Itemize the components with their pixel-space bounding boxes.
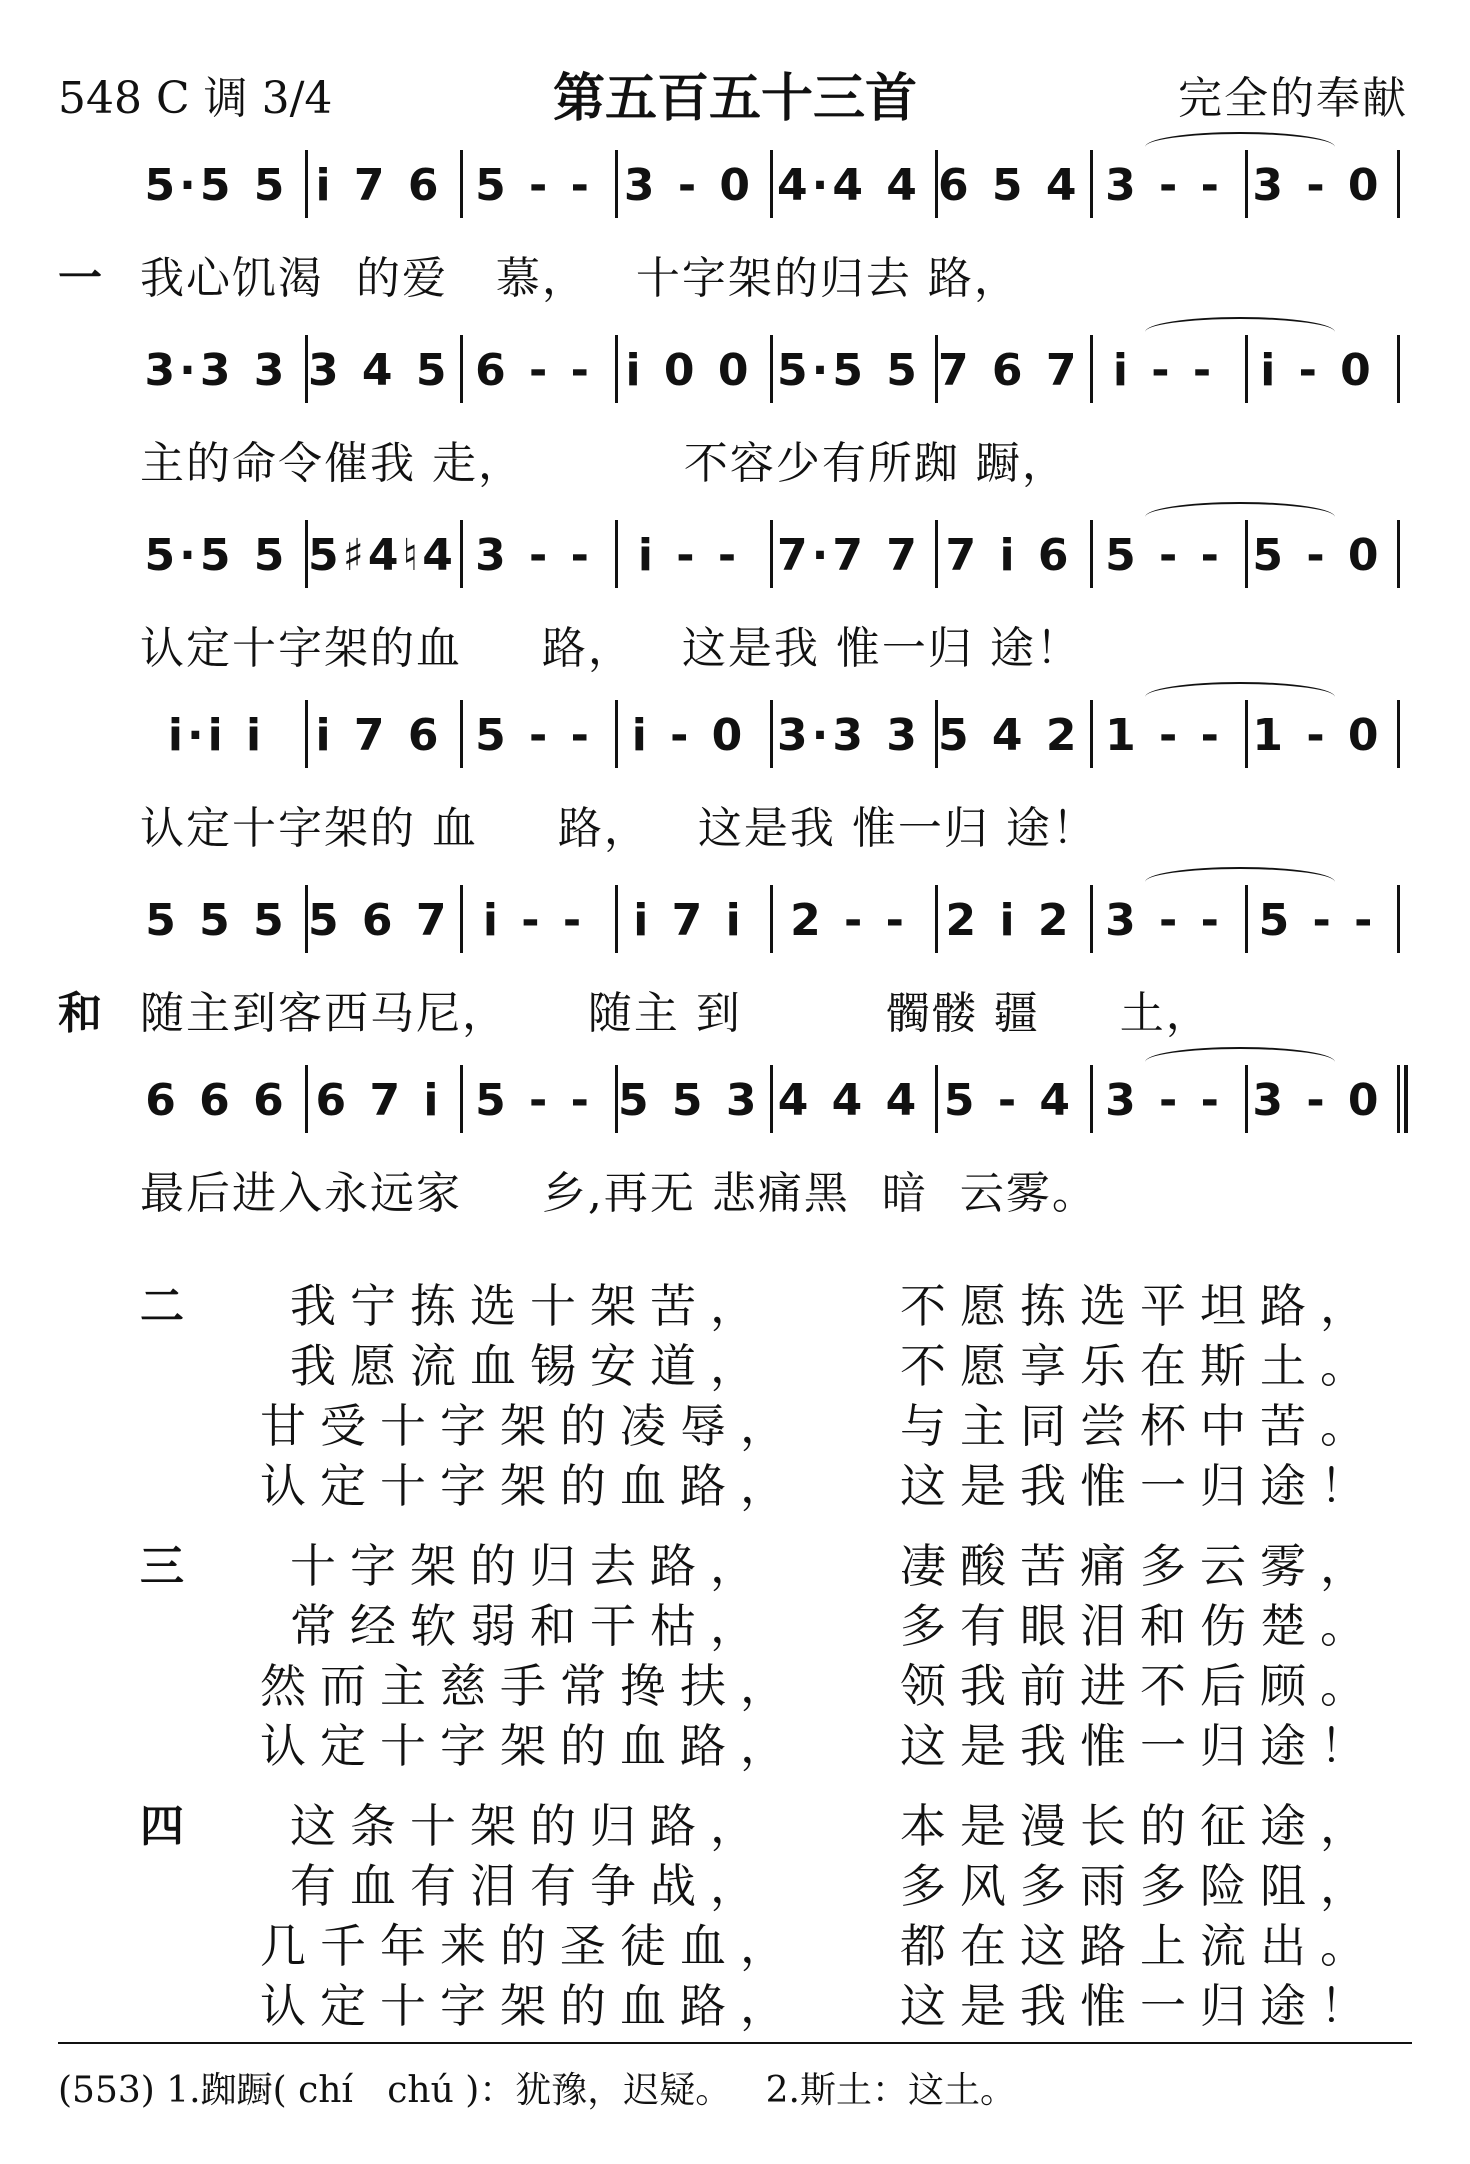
measure	[938, 700, 1093, 768]
measure	[773, 150, 938, 218]
measure	[938, 885, 1093, 953]
measure-notes: 5 5 3	[618, 1075, 761, 1126]
measure	[938, 150, 1093, 218]
verse-line-left: 常经软弱和干枯，	[290, 1599, 770, 1653]
verse-line-left: 这条十架的归路，	[290, 1799, 770, 1853]
measure-notes: 5 - -	[475, 160, 593, 211]
measure-notes: 2 i 2	[945, 895, 1073, 946]
measure	[938, 335, 1093, 403]
measure-notes: 4·4 4	[777, 160, 921, 211]
verse-line-left: 甘受十字架的凌辱，	[260, 1399, 800, 1453]
measure	[138, 885, 308, 953]
verse-line-left: 然而主慈手常搀扶，	[260, 1659, 800, 1713]
measure-notes: i - -	[637, 530, 741, 581]
hymn-title: 第五百五十三首	[552, 69, 917, 129]
measure-notes: 6 - -	[475, 345, 593, 396]
measure	[308, 1065, 463, 1133]
footnote: (553) 1.踟蹰( chí chú )：犹豫，迟疑。 2.斯土：这土。	[58, 2070, 1016, 2111]
measure-notes: 3 - -	[1105, 160, 1223, 211]
measure	[773, 885, 938, 953]
measure-notes: 2 - -	[790, 895, 908, 946]
verse-block	[140, 1530, 1380, 1773]
measure	[463, 520, 618, 588]
measure-notes: 5 - -	[475, 1075, 593, 1126]
verse-line-right: 不愿享乐在斯土。	[900, 1339, 1380, 1393]
measure-notes: i 0 0	[625, 345, 753, 396]
measure-notes: 5 - -	[1258, 895, 1377, 946]
measure	[618, 520, 773, 588]
measure	[308, 520, 463, 588]
slur-mark	[1145, 867, 1335, 897]
verse-label: 三	[140, 1541, 184, 1592]
measure-notes: 5·5 5	[777, 345, 921, 396]
measure-notes: i - 0	[1260, 345, 1375, 396]
measure	[618, 885, 773, 953]
verse-line-right: 这是我惟一归途！	[900, 1719, 1380, 1773]
verse-line-right: 不愿拣选平坦路，	[900, 1279, 1380, 1333]
measure	[463, 1065, 618, 1133]
measure	[463, 335, 618, 403]
measure-notes: i 7 i	[633, 895, 745, 946]
measure-notes: 5 - -	[1105, 530, 1223, 581]
measure-notes: i - -	[482, 895, 586, 946]
measure	[618, 700, 773, 768]
lyric-line: 认定十字架的 血 路， 这是我 惟一归 途！	[140, 803, 1098, 854]
measure-notes: 5 - 4	[943, 1075, 1075, 1126]
measure	[308, 150, 463, 218]
verse-line-left: 十字架的归去路，	[290, 1539, 770, 1593]
measure	[308, 335, 463, 403]
measure-notes: 3 - 0	[1252, 1075, 1383, 1126]
measure	[308, 700, 463, 768]
measure	[463, 885, 618, 953]
measure-notes: 5 6 7	[308, 895, 451, 946]
verse-label: 二	[140, 1281, 184, 1332]
lyric-line: 认定十字架的血 路， 这是我 惟一归 途！	[140, 623, 1082, 674]
measure-notes: i - -	[1112, 345, 1216, 396]
measure-notes: i·i i	[167, 710, 266, 761]
lyric-line: 随主到客西马尼， 随主 到 髑髅 疆 土，	[140, 988, 1212, 1039]
verse-line-right: 本是漫长的征途，	[900, 1799, 1380, 1853]
lyric-line: 主的命令催我 走， 不容少有所踟 蹰，	[140, 438, 1068, 489]
measure-notes: 6 5 4	[938, 160, 1081, 211]
measure-notes: 6 7 i	[315, 1075, 443, 1126]
measure	[938, 520, 1093, 588]
measure	[308, 885, 463, 953]
measure-notes: i - 0	[631, 710, 747, 761]
measure	[618, 335, 773, 403]
measure	[618, 150, 773, 218]
hymn-number-key: 548 C 调 3/4	[58, 73, 333, 124]
verse-line-right: 都在这路上流出。	[900, 1919, 1380, 1973]
measure	[773, 520, 938, 588]
verse-line-right: 领我前进不后顾。	[900, 1659, 1380, 1713]
measure	[138, 1065, 308, 1133]
verse-line-right: 这是我惟一归途！	[900, 1459, 1380, 1513]
measure-notes: 1 - -	[1105, 710, 1223, 761]
verse-number: 和	[58, 988, 102, 1039]
measure-notes: 5·5 5	[144, 530, 289, 581]
verse-line-left: 我愿流血锡安道，	[290, 1339, 770, 1393]
verse-block	[140, 1790, 1380, 2033]
verse-line-left: 认定十字架的血路，	[260, 1979, 800, 2033]
measure-notes: 3·3 3	[144, 345, 289, 396]
verse-line-left: 认定十字架的血路，	[260, 1719, 800, 1773]
measure-notes: 5 - 0	[1252, 530, 1383, 581]
measure-notes: 3 - -	[1105, 895, 1223, 946]
measure	[138, 520, 308, 588]
verse-number: 一	[58, 253, 102, 304]
measure-notes: 3·3 3	[777, 710, 921, 761]
slur-mark	[1145, 317, 1335, 347]
lyric-line: 最后进入永远家 乡,再无 悲痛黑 暗 云雾。	[140, 1168, 1098, 1219]
measure-notes: 5·5 5	[144, 160, 289, 211]
measure-notes: 5 - -	[475, 710, 593, 761]
measure	[938, 1065, 1093, 1133]
final-barline	[1404, 1065, 1408, 1133]
measure-notes: 7·7 7	[777, 530, 921, 581]
lyric-line: 我心饥渴 的爱 慕， 十字架的归去 路，	[140, 253, 1020, 304]
verse-block	[140, 1270, 1380, 1513]
verse-line-left: 有血有泪有争战，	[290, 1859, 770, 1913]
measure	[463, 700, 618, 768]
measure	[463, 150, 618, 218]
measure-notes: 3 4 5	[308, 345, 451, 396]
measure-notes: 6 6 6	[145, 1075, 288, 1126]
footnote-rule	[58, 2042, 1412, 2044]
measure-notes: 7 i 6	[945, 530, 1073, 581]
measure-notes: i 7 6	[315, 160, 443, 211]
measure-notes: 5 4 2	[938, 710, 1081, 761]
measure-notes: 5 5 5	[145, 895, 288, 946]
verse-line-right: 多风多雨多险阻，	[900, 1859, 1380, 1913]
measure-notes: 3 - 0	[623, 160, 755, 211]
measure	[773, 1065, 938, 1133]
verse-line-right: 凄酸苦痛多云雾，	[900, 1539, 1380, 1593]
verse-line-left: 认定十字架的血路，	[260, 1459, 800, 1513]
measure-notes: i 7 6	[315, 710, 443, 761]
hymn-subtitle: 完全的奉献	[1178, 73, 1408, 124]
measure	[618, 1065, 773, 1133]
slur-mark	[1145, 502, 1335, 532]
measure-notes: 3 - -	[475, 530, 593, 581]
measure-notes: 3 - 0	[1252, 160, 1383, 211]
verse-label: 四	[140, 1801, 184, 1852]
slur-mark	[1145, 132, 1335, 162]
verse-line-left: 我宁拣选十架苦，	[290, 1279, 770, 1333]
verse-line-left: 几千年来的圣徒血，	[260, 1919, 800, 1973]
verse-line-right: 与主同尝杯中苦。	[900, 1399, 1380, 1453]
measure	[773, 700, 938, 768]
measure-notes: 3 - -	[1105, 1075, 1223, 1126]
measure-notes: 4 4 4	[777, 1075, 921, 1126]
measure	[138, 335, 308, 403]
slur-mark	[1145, 682, 1335, 712]
measure-notes: 1 - 0	[1252, 710, 1383, 761]
measure	[138, 700, 308, 768]
verse-line-right: 多有眼泪和伤楚。	[900, 1599, 1380, 1653]
slur-mark	[1145, 1047, 1335, 1077]
measure-notes: 7 6 7	[938, 345, 1081, 396]
measure-notes: 5♯4♮4	[308, 530, 457, 581]
measure	[138, 150, 308, 218]
measure	[773, 335, 938, 403]
verse-line-right: 这是我惟一归途！	[900, 1979, 1380, 2033]
